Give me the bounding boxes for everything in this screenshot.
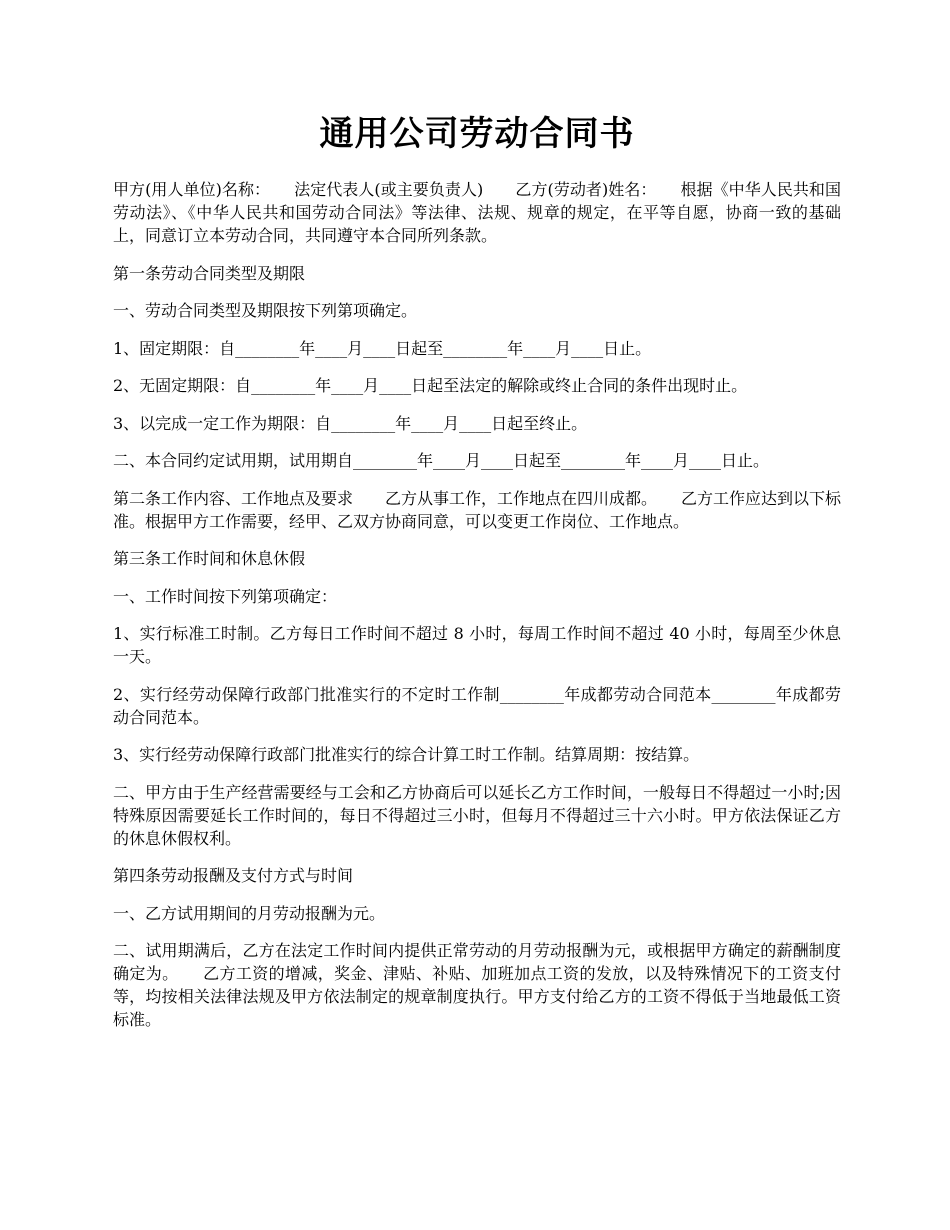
paragraph-open-term: 2、无固定期限：自________年____月____日起至法定的解除或终止合同的条件出现时止。 bbox=[113, 376, 748, 395]
paragraph-fixed-term: 1、固定期限：自________年____月____日起至________年____月____日止。 bbox=[113, 338, 652, 358]
paragraph-article-1-heading: 第一条劳动合同类型及期限 bbox=[113, 263, 306, 283]
paragraph-working-hours: 一、工作时间按下列第项确定： bbox=[113, 586, 338, 606]
paragraph-task-term: 3、以完成一定工作为期限：自________年____月____日起至终止。 bbox=[113, 413, 588, 433]
paragraph-flexible-hours: 2、实行经劳动保障行政部门批准实行的不定时工作制________年成都劳动合同范本________年成都劳动合同范本。 bbox=[113, 684, 841, 727]
paragraph-overtime: 二、甲方由于生产经营需要经与工会和乙方协商后可以延长乙方工作时间，一般每日不得超过一小时;因特殊原因需要延长工作时间的，每日不得超过三小时，但每月不得超过三十六小时。甲方依法保证乙方的休息休假权利。 bbox=[113, 782, 841, 848]
paragraph-standard-hours: 1、实行标准工时制。乙方每日工作时间不超过 8 小时，每周工作时间不超过 40 小时，每周至少休息一天。 bbox=[113, 624, 841, 666]
paragraph-article-2: 第二条工作内容、工作地点及要求 乙方从事工作，工作地点在四川成都。 乙方工作应达到以下标准。根据甲方工作需要，经甲、乙双方协商同意，可以变更工作岗位、工作地点。 bbox=[113, 488, 842, 531]
paragraph-article-4-heading: 第四条劳动报酬及支付方式与时间 bbox=[113, 866, 354, 885]
document-title: 通用公司劳动合同书 bbox=[319, 114, 635, 154]
paragraph-contract-type: 一、劳动合同类型及期限按下列第项确定。 bbox=[113, 301, 418, 320]
paragraph-probation: 二、本合同约定试用期，试用期自________年____月____日起至________年____月____日止。 bbox=[113, 451, 770, 470]
document-body bbox=[113, 178, 841, 1046]
paragraph-probation-pay: 一、乙方试用期间的月劳动报酬为元。 bbox=[113, 903, 386, 923]
paragraph-regular-pay: 二、试用期满后，乙方在法定工作时间内提供正常劳动的月劳动报酬为元，或根据甲方确定的薪酬制度确定为。 乙方工资的增减，奖金、津贴、补贴、加班加点工资的发放，以及特殊情况下的工资支付等，均按相关法律法规及甲方依法制定的规章制度执行。甲方支付给乙方的工资不得低于当地最低工资标准。 bbox=[113, 941, 841, 1029]
paragraph-preamble: 甲方(用人单位)名称： 法定代表人(或主要负责人) 乙方(劳动者)姓名： 根据《中华人民共和国劳动法》、《中华人民共和国劳动合同法》等法律、法规、规章的规定，在平等自愿，协商一致的基础上，同意订立本劳动合同，共同遵守本合同所列条款。 bbox=[113, 180, 841, 245]
paragraph-comprehensive-hours: 3、实行经劳动保障行政部门批准实行的综合计算工时工作制。结算周期：按结算。 bbox=[113, 745, 700, 764]
paragraph-article-3-heading: 第三条工作时间和休息休假 bbox=[113, 549, 306, 568]
